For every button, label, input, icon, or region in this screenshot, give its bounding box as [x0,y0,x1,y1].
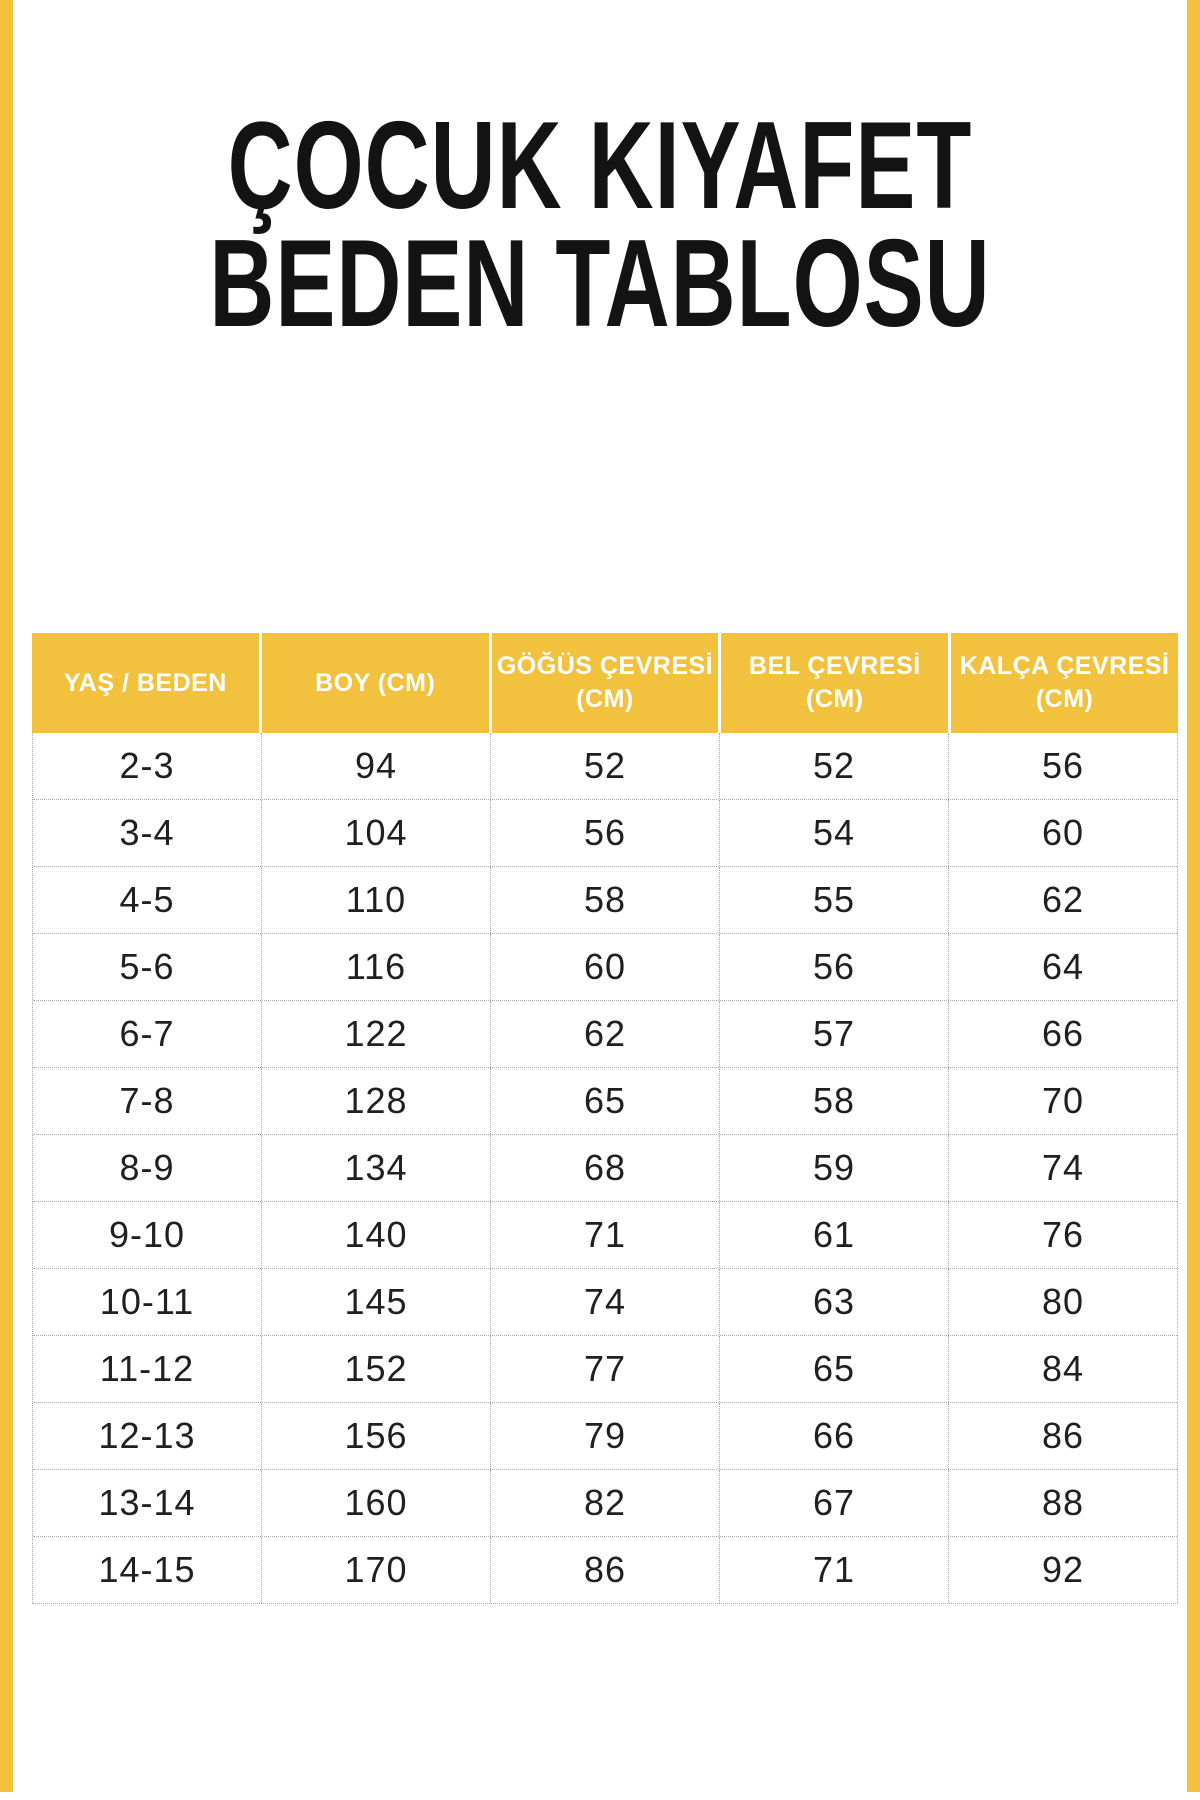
table-cell: 152 [261,1336,490,1402]
table-cell: 56 [490,800,719,866]
table-cell: 71 [490,1202,719,1268]
table-cell: 3-4 [119,812,175,853]
table-row [33,1536,1177,1603]
table-cell: 140 [261,1202,490,1268]
table-row [33,1402,1177,1469]
table-cell: 14-15 [98,1549,196,1590]
table-cell: 145 [261,1269,490,1335]
left-border-stripe [0,0,13,1792]
column-header-0: YAŞ / BEDEN [32,633,259,733]
table-cell: 5-6 [119,946,175,987]
table-cell: 58 [719,1068,948,1134]
table-cell: 2-3 [119,745,175,786]
table-cell: 160 [261,1470,490,1536]
table-cell: 62 [948,867,1177,933]
column-header-2: GÖĞÜS ÇEVRESİ (CM) [489,633,719,733]
table-cell: 170 [261,1537,490,1603]
table-cell: 57 [719,1001,948,1067]
table-cell: 4-5 [119,879,175,920]
size-table [32,633,1178,1604]
table-row [33,1469,1177,1536]
table-cell: 65 [719,1336,948,1402]
table-cell: 74 [490,1269,719,1335]
table-cell: 12-13 [98,1415,196,1456]
table-cell: 54 [719,800,948,866]
table-cell: 52 [719,733,948,799]
table-cell: 6-7 [119,1013,175,1054]
table-cell: 62 [490,1001,719,1067]
table-cell: 66 [948,1001,1177,1067]
table-cell: 94 [261,733,490,799]
table-cell: 88 [948,1470,1177,1536]
table-row [33,799,1177,866]
table-cell: 71 [719,1537,948,1603]
column-header-4: KALÇA ÇEVRESİ (CM) [948,633,1178,733]
table-cell: 128 [261,1068,490,1134]
table-cell: 10-11 [99,1281,195,1322]
table-body [32,733,1178,1604]
table-cell: 67 [719,1470,948,1536]
table-cell: 60 [948,800,1177,866]
table-cell: 13-14 [98,1482,196,1523]
table-cell: 66 [719,1403,948,1469]
table-cell: 52 [490,733,719,799]
table-row [33,1201,1177,1268]
column-header-1: BOY (CM) [259,633,489,733]
table-cell: 122 [261,1001,490,1067]
table-cell: 77 [490,1336,719,1402]
table-cell: 86 [948,1403,1177,1469]
table-cell: 64 [948,934,1177,1000]
table-cell: 68 [490,1135,719,1201]
table-cell: 9-10 [108,1214,186,1255]
table-cell: 74 [948,1135,1177,1201]
table-cell: 65 [490,1068,719,1134]
table-cell: 56 [948,733,1177,799]
table-row [33,1335,1177,1402]
table-cell: 8-9 [119,1147,175,1188]
table-cell: 92 [948,1537,1177,1603]
page-title-line-1 [13,97,1187,236]
table-cell: 11-12 [99,1348,195,1389]
table-cell: 86 [490,1537,719,1603]
table-cell: 76 [948,1202,1177,1268]
table-cell: 70 [948,1068,1177,1134]
table-row [33,933,1177,1000]
right-border-stripe [1187,0,1200,1792]
page-title [13,97,1187,354]
column-header-3: BEL ÇEVRESİ (CM) [718,633,948,733]
table-header-row [32,633,1178,733]
table-cell: 7-8 [119,1080,175,1121]
table-cell: 84 [948,1336,1177,1402]
page-title-text-2: BEDEN TABLOSU [209,215,991,354]
table-cell: 110 [261,867,490,933]
table-cell: 80 [948,1269,1177,1335]
page-title-text-1: ÇOCUK KIYAFET [227,97,973,236]
table-row [33,1000,1177,1067]
table-cell: 104 [261,800,490,866]
table-cell: 156 [261,1403,490,1469]
table-cell: 59 [719,1135,948,1201]
table-row [33,1067,1177,1134]
page-title-line-2 [13,215,1187,354]
table-cell: 82 [490,1470,719,1536]
table-row [33,1268,1177,1335]
table-cell: 60 [490,934,719,1000]
table-cell: 55 [719,867,948,933]
table-cell: 56 [719,934,948,1000]
table-row [33,866,1177,933]
table-cell: 58 [490,867,719,933]
table-row [33,1134,1177,1201]
table-cell: 134 [261,1135,490,1201]
table-cell: 61 [719,1202,948,1268]
table-cell: 79 [490,1403,719,1469]
table-cell: 116 [261,934,490,1000]
table-cell: 63 [719,1269,948,1335]
table-row [33,733,1177,799]
